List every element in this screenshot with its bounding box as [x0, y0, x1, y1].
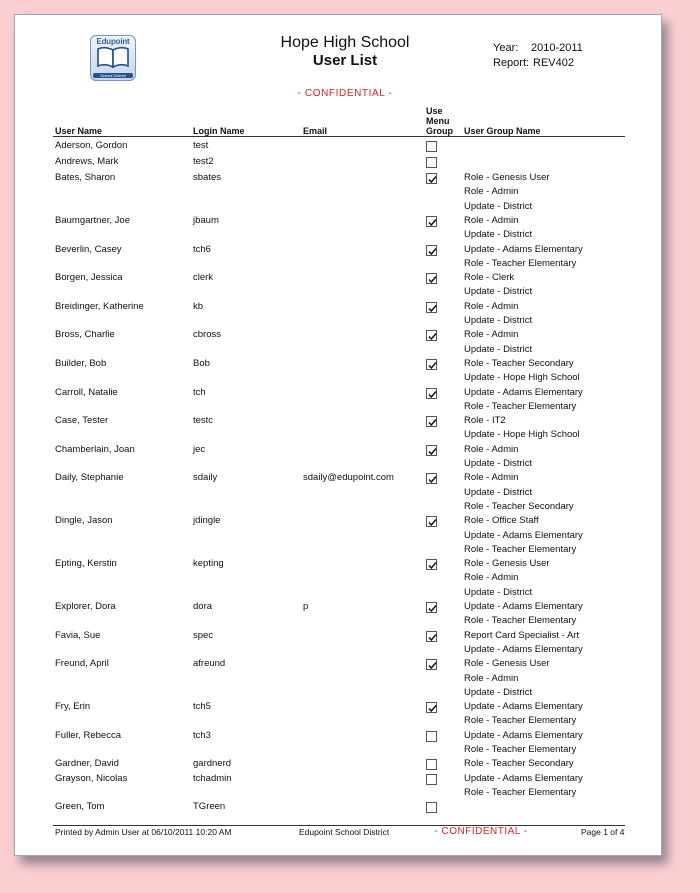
checkmark-icon — [427, 274, 438, 285]
footer-district: Edupoint School District — [299, 827, 390, 837]
user-name-cell: Bross, Charlie — [55, 329, 115, 341]
user-group-name: Update - District — [464, 686, 533, 698]
user-name-cell: Gardner, David — [55, 758, 119, 770]
user-group-name: Update - Adams Elementary — [464, 729, 583, 741]
user-group-name: Report Card Specialist - Art — [464, 629, 580, 641]
checkmark-icon — [427, 303, 438, 314]
user-name-cell: Dingle, Jason — [55, 515, 113, 527]
user-group-name: Role - Admin — [464, 300, 519, 312]
user-name-cell: Fuller, Rebecca — [55, 729, 122, 741]
header-email: Email — [303, 126, 328, 136]
user-name-cell: Builder, Bob — [55, 357, 107, 369]
use-menu-group-checkbox[interactable] — [426, 157, 437, 168]
year-value: 2010-2011 — [531, 42, 583, 54]
login-name-cell: cbross — [193, 329, 221, 341]
use-menu-group-checkbox[interactable] — [426, 702, 437, 713]
use-menu-group-checkbox[interactable] — [426, 559, 437, 570]
header-divider — [53, 136, 625, 137]
login-name-cell: tch3 — [193, 729, 211, 741]
login-name-cell: sdaily — [193, 472, 218, 484]
logo-brand-text: Edupoint — [96, 37, 130, 46]
login-name-cell: tch — [193, 386, 206, 398]
checkmark-icon — [427, 360, 438, 371]
login-name-cell: gardnerd — [193, 758, 232, 770]
user-name-cell: Grayson, Nicolas — [55, 772, 128, 784]
report-row — [493, 57, 574, 69]
use-menu-group-checkbox[interactable] — [426, 445, 437, 456]
checkmark-icon — [427, 174, 438, 185]
use-menu-group-checkbox[interactable] — [426, 173, 437, 184]
report-value: REV402 — [533, 57, 574, 69]
use-menu-group-checkbox[interactable] — [426, 141, 437, 152]
checkmark-icon — [427, 331, 438, 342]
header-user-name: User Name — [55, 126, 103, 136]
user-group-name: Role - Admin — [464, 214, 519, 226]
user-group-name: Update - District — [464, 229, 533, 241]
user-group-name: Update - District — [464, 486, 533, 498]
user-group-name: Role - Teacher Secondary — [464, 357, 574, 369]
login-name-cell: afreund — [193, 658, 226, 670]
user-group-name: Role - Admin — [464, 443, 519, 455]
checkmark-icon — [427, 517, 438, 528]
use-menu-group-checkbox[interactable] — [426, 759, 437, 770]
checkmark-icon — [427, 217, 438, 228]
user-name-cell: Beverlin, Casey — [55, 243, 122, 255]
header-use: Use — [426, 106, 443, 116]
user-group-name: Role - Admin — [464, 472, 519, 484]
user-group-name: Update - Adams Elementary — [464, 701, 583, 713]
user-name-cell: Bates, Sharon — [55, 172, 116, 184]
use-menu-group-checkbox[interactable] — [426, 216, 437, 227]
user-group-name: Update - Adams Elementary — [464, 601, 583, 613]
user-group-name: Update - Hope High School — [464, 372, 580, 384]
user-name-cell: Carroll, Natalie — [55, 386, 118, 398]
user-group-name: Role - Admin — [464, 672, 519, 684]
login-name-cell: testc — [193, 415, 214, 427]
use-menu-group-checkbox[interactable] — [426, 245, 437, 256]
use-menu-group-checkbox[interactable] — [426, 802, 437, 813]
login-name-cell: tch5 — [193, 701, 211, 713]
login-name-cell: dora — [193, 601, 213, 613]
header-user-group-name: User Group Name — [464, 126, 541, 136]
user-group-name: Role - Teacher Elementary — [464, 400, 577, 412]
confidential-footer: - CONFIDENTIAL - — [427, 826, 535, 837]
login-name-cell: jbaum — [193, 214, 219, 226]
user-group-name: Update - Adams Elementary — [464, 772, 583, 784]
user-group-name: Update - Adams Elementary — [464, 243, 583, 255]
use-menu-group-checkbox[interactable] — [426, 516, 437, 527]
user-group-name: Role - Clerk — [464, 272, 515, 284]
user-group-name: Role - Teacher Elementary — [464, 744, 577, 756]
footer-printed-by: Printed by Admin User at 06/10/2011 10:20 AM — [55, 827, 232, 837]
report-label: Report: — [493, 57, 530, 69]
checkmark-icon — [427, 389, 438, 400]
user-group-name: Update - District — [464, 200, 533, 212]
user-name-cell: Green, Tom — [55, 801, 105, 813]
user-group-name: Update - District — [464, 315, 533, 327]
report-title: User List — [312, 52, 378, 69]
use-menu-group-checkbox[interactable] — [426, 659, 437, 670]
user-group-name: Role - Admin — [464, 572, 519, 584]
user-group-name: Role - Teacher Elementary — [464, 615, 577, 627]
login-name-cell: kb — [193, 300, 204, 312]
use-menu-group-checkbox[interactable] — [426, 473, 437, 484]
header-use-menu-group — [426, 106, 453, 136]
user-group-name: Role - Admin — [464, 329, 519, 341]
logo-subtext: School District — [93, 73, 133, 78]
user-group-name: Role - Teacher Secondary — [464, 758, 574, 770]
user-name-cell: Borgen, Jessica — [55, 272, 123, 284]
user-name-cell: Freund, April — [55, 658, 109, 670]
login-name-cell: clerk — [193, 272, 214, 284]
user-group-name: Update - District — [464, 586, 533, 598]
use-menu-group-checkbox[interactable] — [426, 416, 437, 427]
login-name-cell: Bob — [193, 357, 210, 369]
user-group-name: Update - District — [464, 286, 533, 298]
header-group: Group — [426, 126, 453, 136]
user-group-name: Role - Admin — [464, 186, 519, 198]
use-menu-group-checkbox[interactable] — [426, 388, 437, 399]
checkmark-icon — [427, 703, 438, 714]
report-page — [14, 14, 662, 856]
user-group-name: Update - Hope High School — [464, 429, 580, 441]
user-name-cell: Andrews, Mark — [55, 156, 119, 168]
use-menu-group-checkbox[interactable] — [426, 631, 437, 642]
user-group-name: Role - Teacher Elementary — [464, 715, 577, 727]
login-name-cell: kepting — [193, 558, 224, 570]
login-name-cell: sbates — [193, 172, 221, 184]
checkmark-icon — [427, 417, 438, 428]
user-name-cell: Daily, Stephanie — [55, 472, 124, 484]
header-login-name: Login Name — [193, 126, 245, 136]
user-group-name: Role - Teacher Secondary — [464, 500, 574, 512]
user-group-name: Role - Genesis User — [464, 172, 550, 184]
user-group-name: Role - Genesis User — [464, 658, 550, 670]
email-cell: sdaily@edupoint.com — [303, 472, 394, 484]
checkmark-icon — [427, 474, 438, 485]
checkmark-icon — [427, 560, 438, 571]
user-group-name: Role - Genesis User — [464, 558, 550, 570]
login-name-cell: tchadmin — [193, 772, 232, 784]
login-name-cell: spec — [193, 629, 214, 641]
checkmark-icon — [427, 660, 438, 671]
checkmark-icon — [427, 603, 438, 614]
login-name-cell: jec — [193, 443, 206, 455]
user-group-name: Update - Adams Elementary — [464, 386, 583, 398]
user-group-name: Update - Adams Elementary — [464, 529, 583, 541]
user-name-cell: Chamberlain, Joan — [55, 443, 135, 455]
user-group-name: Update - District — [464, 343, 533, 355]
user-name-cell: Favia, Sue — [55, 629, 101, 641]
book-icon — [96, 46, 130, 68]
user-name-cell: Baumgartner, Joe — [55, 214, 130, 226]
user-name-cell: Fry, Erin — [55, 701, 91, 713]
user-group-name: Role - Teacher Elementary — [464, 786, 577, 798]
use-menu-group-checkbox[interactable] — [426, 302, 437, 313]
login-name-cell: test — [193, 140, 209, 151]
edupoint-logo — [90, 35, 136, 81]
user-name-cell: Epting, Kerstin — [55, 558, 117, 570]
use-menu-group-checkbox[interactable] — [426, 273, 437, 284]
year-row — [493, 42, 583, 54]
footer-divider — [53, 825, 625, 826]
school-name: Hope High School — [280, 34, 410, 51]
login-name-cell: jdingle — [193, 515, 221, 527]
user-name-cell: Explorer, Dora — [55, 601, 116, 613]
user-group-name: Update - District — [464, 458, 533, 470]
user-name-cell: Aderson, Gordon — [55, 140, 128, 151]
login-name-cell: tch6 — [193, 243, 211, 255]
user-group-name: Update - Adams Elementary — [464, 643, 583, 655]
checkmark-icon — [427, 446, 438, 457]
checkmark-icon — [427, 632, 438, 643]
login-name-cell: TGreen — [193, 801, 226, 813]
user-group-name: Role - Office Staff — [464, 515, 539, 527]
use-menu-group-checkbox[interactable] — [426, 731, 437, 742]
login-name-cell: test2 — [193, 156, 214, 168]
confidential-header: - CONFIDENTIAL - — [297, 88, 393, 99]
email-cell: p — [303, 601, 309, 613]
user-group-name: Role - IT2 — [464, 415, 506, 427]
footer-page-number: Page 1 of 4 — [581, 827, 625, 837]
user-group-name: Role - Teacher Elementary — [464, 257, 577, 269]
use-menu-group-checkbox[interactable] — [426, 359, 437, 370]
user-name-cell: Case, Tester — [55, 415, 109, 427]
user-group-name: Role - Teacher Elementary — [464, 543, 577, 555]
year-label: Year: — [493, 42, 519, 54]
use-menu-group-checkbox[interactable] — [426, 774, 437, 785]
checkmark-icon — [427, 246, 438, 257]
use-menu-group-checkbox[interactable] — [426, 602, 437, 613]
header-menu: Menu — [426, 116, 450, 126]
use-menu-group-checkbox[interactable] — [426, 330, 437, 341]
user-name-cell: Breidinger, Katherine — [55, 300, 144, 312]
